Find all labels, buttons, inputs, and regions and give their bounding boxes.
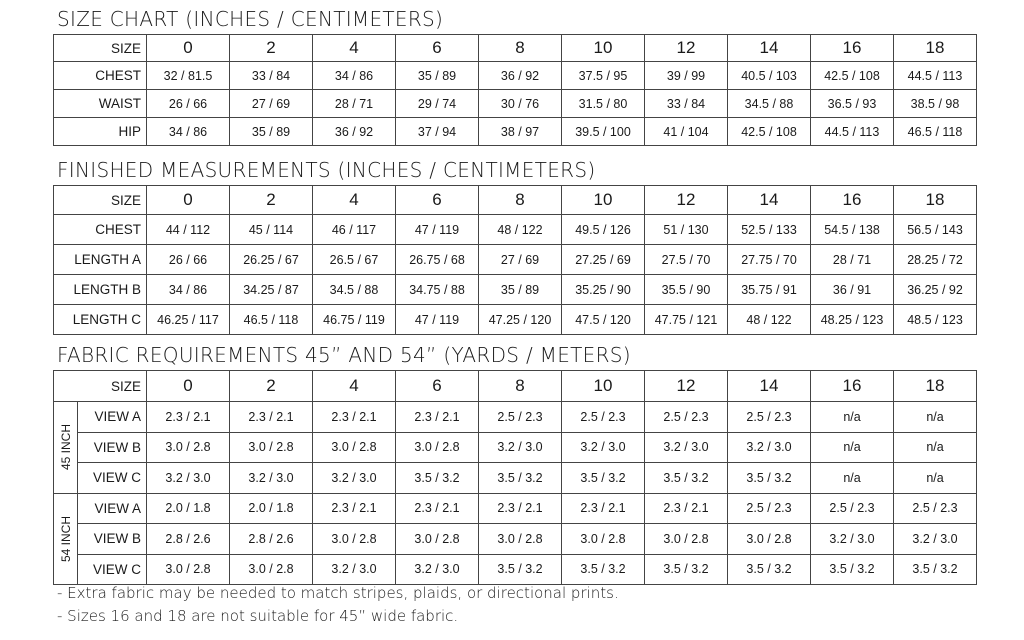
table-cell: 36.25 / 92 <box>894 275 977 305</box>
table-cell: 35 / 89 <box>479 275 562 305</box>
table-cell: 38.5 / 98 <box>894 90 977 118</box>
table-cell: 45 / 114 <box>230 215 313 245</box>
table-row <box>54 554 977 585</box>
table-cell: 44.5 / 113 <box>811 118 894 146</box>
table-cell: 47.25 / 120 <box>479 305 562 335</box>
table-cell: 36 / 92 <box>479 62 562 90</box>
table-cell: 30 / 76 <box>479 90 562 118</box>
size-header-cell: 4 <box>313 371 396 402</box>
table-cell: 3.5 / 3.2 <box>479 463 562 494</box>
table-cell: 3.5 / 3.2 <box>562 463 645 494</box>
table-row <box>54 305 977 335</box>
table-cell: 3.0 / 2.8 <box>147 432 230 463</box>
table-cell: 51 / 130 <box>645 215 728 245</box>
table-cell: n/a <box>811 463 894 494</box>
table-cell: 34 / 86 <box>313 62 396 90</box>
table-row <box>54 524 977 555</box>
table-cell: 32 / 81.5 <box>147 62 230 90</box>
table-cell: 3.0 / 2.8 <box>313 524 396 555</box>
table-cell: n/a <box>894 463 977 494</box>
table-cell: 2.3 / 2.1 <box>645 493 728 524</box>
size-header-cell: 6 <box>396 35 479 62</box>
size-header-cell: 6 <box>396 371 479 402</box>
table-cell: 3.0 / 2.8 <box>396 524 479 555</box>
size-header-cell: 12 <box>645 371 728 402</box>
size-header-label: SIZE <box>54 186 147 215</box>
table-cell: 39.5 / 100 <box>562 118 645 146</box>
table-cell: 37.5 / 95 <box>562 62 645 90</box>
table-cell: 46 / 117 <box>313 215 396 245</box>
table-cell: 36 / 91 <box>811 275 894 305</box>
row-label: CHEST <box>54 62 147 90</box>
table-cell: 3.0 / 2.8 <box>479 524 562 555</box>
table-cell: 27.75 / 70 <box>728 245 811 275</box>
table-cell: 2.3 / 2.1 <box>230 402 313 433</box>
table-cell: 3.0 / 2.8 <box>313 432 396 463</box>
header-row <box>54 186 977 215</box>
table-cell: 3.2 / 3.0 <box>811 524 894 555</box>
table-cell: n/a <box>811 402 894 433</box>
table-cell: 3.0 / 2.8 <box>562 524 645 555</box>
table-cell: 3.0 / 2.8 <box>645 524 728 555</box>
size-header-cell: 18 <box>894 186 977 215</box>
view-label: VIEW A <box>78 402 147 433</box>
size-header-cell: 0 <box>147 186 230 215</box>
size-header-cell: 16 <box>811 186 894 215</box>
view-label: VIEW B <box>78 524 147 555</box>
table-cell: 48 / 122 <box>479 215 562 245</box>
table-cell: 3.0 / 2.8 <box>230 432 313 463</box>
table-cell: 3.5 / 3.2 <box>728 554 811 585</box>
table-cell: 27.5 / 70 <box>645 245 728 275</box>
table-cell: 52.5 / 133 <box>728 215 811 245</box>
table-row <box>54 275 977 305</box>
size-header-cell: 10 <box>562 371 645 402</box>
table-cell: 48.5 / 123 <box>894 305 977 335</box>
table-cell: 3.2 / 3.0 <box>562 432 645 463</box>
size-header-cell: 14 <box>728 371 811 402</box>
table-cell: 3.2 / 3.0 <box>230 463 313 494</box>
table-cell: 56.5 / 143 <box>894 215 977 245</box>
table-cell: 2.8 / 2.6 <box>147 524 230 555</box>
table-cell: 44.5 / 113 <box>894 62 977 90</box>
fabric-width-label: 45 INCH <box>58 424 73 471</box>
size-header-cell: 0 <box>147 371 230 402</box>
table-cell: 47 / 119 <box>396 215 479 245</box>
table-row <box>54 463 977 494</box>
table-cell: 3.0 / 2.8 <box>147 554 230 585</box>
size-header-cell: 8 <box>479 35 562 62</box>
table-cell: 2.0 / 1.8 <box>230 493 313 524</box>
note-extra-fabric: - Extra fabric may be needed to match stripes, plaids, or directional prints. <box>57 584 619 602</box>
table-cell: 49.5 / 126 <box>562 215 645 245</box>
table-row <box>54 62 977 90</box>
size-header-cell: 6 <box>396 186 479 215</box>
table-cell: 35.75 / 91 <box>728 275 811 305</box>
size-header-cell: 8 <box>479 186 562 215</box>
table-cell: 2.5 / 2.3 <box>728 402 811 433</box>
table-cell: 46.75 / 119 <box>313 305 396 335</box>
table-cell: 42.5 / 108 <box>728 118 811 146</box>
size-header-cell: 8 <box>479 371 562 402</box>
table-cell: 27 / 69 <box>230 90 313 118</box>
table-cell: 46.5 / 118 <box>894 118 977 146</box>
table-cell: 33 / 84 <box>645 90 728 118</box>
size-header-cell: 4 <box>313 35 396 62</box>
table-cell: 3.5 / 3.2 <box>645 463 728 494</box>
view-label: VIEW B <box>78 432 147 463</box>
table-cell: 34.5 / 88 <box>313 275 396 305</box>
size-header-cell: 16 <box>811 371 894 402</box>
table-cell: 33 / 84 <box>230 62 313 90</box>
size-header-cell: 16 <box>811 35 894 62</box>
fabric-width-group-label <box>54 402 78 494</box>
size-header-cell: 14 <box>728 186 811 215</box>
size-header-cell: 0 <box>147 35 230 62</box>
table-cell: 2.3 / 2.1 <box>313 402 396 433</box>
size-header-cell: 2 <box>230 186 313 215</box>
table-cell: 2.5 / 2.3 <box>562 402 645 433</box>
table-cell: 47 / 119 <box>396 305 479 335</box>
table-cell: 34.25 / 87 <box>230 275 313 305</box>
table-cell: 3.2 / 3.0 <box>479 432 562 463</box>
fabric-requirements-table <box>53 370 977 585</box>
table-cell: 44 / 112 <box>147 215 230 245</box>
table-cell: 54.5 / 138 <box>811 215 894 245</box>
table-cell: n/a <box>894 402 977 433</box>
size-header-cell: 12 <box>645 186 728 215</box>
table-cell: 3.5 / 3.2 <box>562 554 645 585</box>
table-cell: 3.0 / 2.8 <box>396 432 479 463</box>
table-cell: 3.2 / 3.0 <box>147 463 230 494</box>
fabric-width-label: 54 INCH <box>58 515 73 562</box>
table-cell: 27 / 69 <box>479 245 562 275</box>
table-cell: 26.5 / 67 <box>313 245 396 275</box>
table-row <box>54 118 977 146</box>
table-cell: 2.5 / 2.3 <box>811 493 894 524</box>
table-row <box>54 402 977 433</box>
table-cell: 28.25 / 72 <box>894 245 977 275</box>
table-cell: 3.5 / 3.2 <box>479 554 562 585</box>
table-cell: 2.5 / 2.3 <box>479 402 562 433</box>
table-cell: 47.75 / 121 <box>645 305 728 335</box>
view-label: VIEW A <box>78 493 147 524</box>
table-cell: 28 / 71 <box>313 90 396 118</box>
table-row <box>54 245 977 275</box>
size-header-cell: 18 <box>894 371 977 402</box>
view-label: VIEW C <box>78 463 147 494</box>
table-cell: 38 / 97 <box>479 118 562 146</box>
table-cell: 41 / 104 <box>645 118 728 146</box>
view-label: VIEW C <box>78 554 147 585</box>
table-cell: 31.5 / 80 <box>562 90 645 118</box>
table-cell: 36 / 92 <box>313 118 396 146</box>
size-header-cell: 4 <box>313 186 396 215</box>
table-cell: 37 / 94 <box>396 118 479 146</box>
table-row <box>54 432 977 463</box>
table-cell: 48.25 / 123 <box>811 305 894 335</box>
table-cell: 2.3 / 2.1 <box>313 493 396 524</box>
table-cell: 2.3 / 2.1 <box>479 493 562 524</box>
table-row <box>54 90 977 118</box>
table-cell: 48 / 122 <box>728 305 811 335</box>
table-cell: 3.2 / 3.0 <box>313 554 396 585</box>
table-cell: 2.5 / 2.3 <box>728 493 811 524</box>
table-cell: 26 / 66 <box>147 245 230 275</box>
table-cell: 40.5 / 103 <box>728 62 811 90</box>
table-cell: 46.25 / 117 <box>147 305 230 335</box>
table-cell: 35.25 / 90 <box>562 275 645 305</box>
table-cell: 34 / 86 <box>147 118 230 146</box>
table-cell: 3.2 / 3.0 <box>396 554 479 585</box>
table-cell: 26.75 / 68 <box>396 245 479 275</box>
table-cell: n/a <box>811 432 894 463</box>
table-cell: 3.5 / 3.2 <box>811 554 894 585</box>
finished-measurements-title: FINISHED MEASUREMENTS (INCHES / CENTIMETERS) <box>57 158 596 182</box>
table-cell: 34.75 / 88 <box>396 275 479 305</box>
table-cell: 35 / 89 <box>396 62 479 90</box>
table-cell: 47.5 / 120 <box>562 305 645 335</box>
table-cell: 29 / 74 <box>396 90 479 118</box>
table-cell: 35 / 89 <box>230 118 313 146</box>
table-cell: 2.3 / 2.1 <box>396 402 479 433</box>
table-cell: 2.5 / 2.3 <box>645 402 728 433</box>
row-label: WAIST <box>54 90 147 118</box>
table-row <box>54 493 977 524</box>
table-cell: 46.5 / 118 <box>230 305 313 335</box>
table-cell: 3.5 / 3.2 <box>645 554 728 585</box>
table-cell: 3.2 / 3.0 <box>728 432 811 463</box>
table-cell: 3.5 / 3.2 <box>396 463 479 494</box>
table-cell: 26.25 / 67 <box>230 245 313 275</box>
table-cell: 2.3 / 2.1 <box>147 402 230 433</box>
size-header-cell: 2 <box>230 371 313 402</box>
size-chart-table <box>53 34 977 146</box>
header-row <box>54 35 977 62</box>
size-header-cell: 12 <box>645 35 728 62</box>
size-header-label: SIZE <box>54 371 147 402</box>
row-label: LENGTH A <box>54 245 147 275</box>
table-cell: 3.5 / 3.2 <box>728 463 811 494</box>
table-cell: n/a <box>894 432 977 463</box>
table-cell: 36.5 / 93 <box>811 90 894 118</box>
row-label: LENGTH C <box>54 305 147 335</box>
table-cell: 2.5 / 2.3 <box>894 493 977 524</box>
finished-measurements-table <box>53 185 977 335</box>
size-header-cell: 14 <box>728 35 811 62</box>
size-header-label: SIZE <box>54 35 147 62</box>
table-cell: 34 / 86 <box>147 275 230 305</box>
table-cell: 26 / 66 <box>147 90 230 118</box>
table-cell: 35.5 / 90 <box>645 275 728 305</box>
fabric-width-group-label <box>54 493 78 585</box>
table-cell: 3.5 / 3.2 <box>894 554 977 585</box>
size-header-cell: 2 <box>230 35 313 62</box>
size-header-cell: 18 <box>894 35 977 62</box>
table-cell: 2.0 / 1.8 <box>147 493 230 524</box>
table-cell: 3.0 / 2.8 <box>230 554 313 585</box>
table-row <box>54 215 977 245</box>
row-label: CHEST <box>54 215 147 245</box>
table-cell: 3.2 / 3.0 <box>894 524 977 555</box>
header-row <box>54 371 977 402</box>
table-cell: 42.5 / 108 <box>811 62 894 90</box>
table-cell: 39 / 99 <box>645 62 728 90</box>
size-header-cell: 10 <box>562 186 645 215</box>
note-sizes-not-suitable: - Sizes 16 and 18 are not suitable for 45” wide fabric. <box>57 607 459 625</box>
row-label: LENGTH B <box>54 275 147 305</box>
table-cell: 2.3 / 2.1 <box>396 493 479 524</box>
table-cell: 3.2 / 3.0 <box>313 463 396 494</box>
table-cell: 3.2 / 3.0 <box>645 432 728 463</box>
table-cell: 34.5 / 88 <box>728 90 811 118</box>
table-cell: 28 / 71 <box>811 245 894 275</box>
size-header-cell: 10 <box>562 35 645 62</box>
size-chart-title: SIZE CHART (INCHES / CENTIMETERS) <box>57 7 444 31</box>
table-cell: 27.25 / 69 <box>562 245 645 275</box>
fabric-requirements-title: FABRIC REQUIREMENTS 45” AND 54” (YARDS / METERS) <box>57 343 631 367</box>
row-label: HIP <box>54 118 147 146</box>
table-cell: 2.3 / 2.1 <box>562 493 645 524</box>
table-cell: 3.0 / 2.8 <box>728 524 811 555</box>
table-cell: 2.8 / 2.6 <box>230 524 313 555</box>
